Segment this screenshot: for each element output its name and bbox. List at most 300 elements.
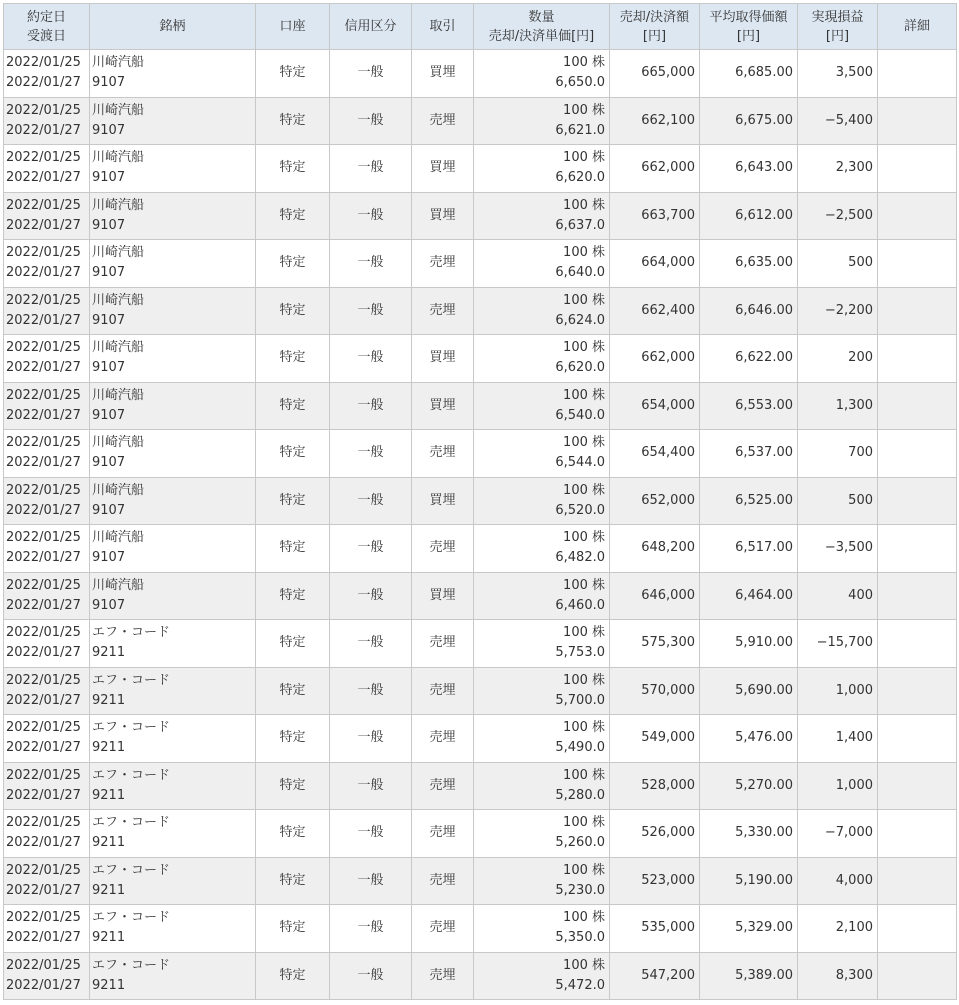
settle-date: 2022/01/27 bbox=[6, 407, 81, 423]
stock-name: 川崎汽船 bbox=[92, 530, 145, 546]
unit-price: 6,650.0 bbox=[555, 75, 605, 91]
account-cell: 特定 bbox=[256, 525, 330, 573]
detail-cell[interactable] bbox=[878, 97, 957, 145]
account-cell: 特定 bbox=[256, 715, 330, 763]
trade-type-cell: 買埋 bbox=[412, 572, 474, 620]
margin-type-cell: 一般 bbox=[330, 382, 412, 430]
date-cell bbox=[4, 620, 90, 668]
settle-date: 2022/01/27 bbox=[6, 645, 81, 661]
unit-price: 5,230.0 bbox=[555, 882, 605, 898]
date-cell bbox=[4, 192, 90, 240]
settle-date: 2022/01/27 bbox=[6, 502, 81, 518]
quantity-cell bbox=[474, 240, 610, 288]
stock-cell bbox=[90, 477, 256, 525]
margin-type-cell: 一般 bbox=[330, 525, 412, 573]
date-cell bbox=[4, 145, 90, 193]
avg-cost-cell: 6,646.00 bbox=[700, 287, 798, 335]
header-amount-unit: [円] bbox=[642, 28, 667, 44]
stock-code: 9211 bbox=[92, 835, 126, 851]
stock-name: 川崎汽船 bbox=[92, 292, 145, 308]
realized-pl-cell: 1,000 bbox=[798, 762, 878, 810]
realized-pl-cell: 8,300 bbox=[798, 952, 878, 1000]
margin-type-cell: 一般 bbox=[330, 572, 412, 620]
margin-type-cell: 一般 bbox=[330, 667, 412, 715]
quantity-cell bbox=[474, 620, 610, 668]
header-quantity bbox=[474, 4, 610, 50]
amount-cell: 662,000 bbox=[610, 335, 700, 383]
margin-type-cell: 一般 bbox=[330, 905, 412, 953]
detail-cell[interactable] bbox=[878, 525, 957, 573]
settle-date: 2022/01/27 bbox=[6, 692, 81, 708]
quantity-cell bbox=[474, 667, 610, 715]
quantity: 100 株 bbox=[563, 197, 605, 213]
stock-cell bbox=[90, 667, 256, 715]
table-row bbox=[4, 762, 957, 810]
trade-date: 2022/01/25 bbox=[6, 862, 81, 878]
detail-cell[interactable] bbox=[878, 762, 957, 810]
trade-date: 2022/01/25 bbox=[6, 102, 81, 118]
detail-cell[interactable] bbox=[878, 572, 957, 620]
table-row bbox=[4, 382, 957, 430]
detail-cell[interactable] bbox=[878, 240, 957, 288]
stock-name: 川崎汽船 bbox=[92, 197, 145, 213]
quantity-cell bbox=[474, 857, 610, 905]
settle-date: 2022/01/27 bbox=[6, 455, 81, 471]
margin-type-cell: 一般 bbox=[330, 952, 412, 1000]
detail-cell[interactable] bbox=[878, 715, 957, 763]
quantity: 100 株 bbox=[563, 767, 605, 783]
amount-cell: 528,000 bbox=[610, 762, 700, 810]
trade-date: 2022/01/25 bbox=[6, 482, 81, 498]
unit-price: 6,482.0 bbox=[555, 550, 605, 566]
trade-type-cell: 売埋 bbox=[412, 287, 474, 335]
header-settle-date: 受渡日 bbox=[26, 28, 66, 44]
account-cell: 特定 bbox=[256, 382, 330, 430]
avg-cost-cell: 5,690.00 bbox=[700, 667, 798, 715]
avg-cost-cell: 6,537.00 bbox=[700, 430, 798, 478]
trade-date: 2022/01/25 bbox=[6, 815, 81, 831]
header-realized-pl-label: 実現損益 bbox=[811, 9, 864, 25]
date-cell bbox=[4, 240, 90, 288]
stock-code: 9211 bbox=[92, 930, 126, 946]
realized-pl-cell: −7,000 bbox=[798, 810, 878, 858]
table-row bbox=[4, 145, 957, 193]
date-cell bbox=[4, 287, 90, 335]
quantity-cell bbox=[474, 192, 610, 240]
header-quantity-label: 数量 bbox=[528, 9, 555, 25]
trade-date: 2022/01/25 bbox=[6, 292, 81, 308]
account-cell: 特定 bbox=[256, 335, 330, 383]
header-price-label: 売却/決済単価[円] bbox=[488, 28, 595, 44]
trade-type-cell: 売埋 bbox=[412, 715, 474, 763]
trade-type-cell: 売埋 bbox=[412, 810, 474, 858]
header-avg-cost bbox=[700, 4, 798, 50]
stock-cell bbox=[90, 620, 256, 668]
stock-code: 9211 bbox=[92, 882, 126, 898]
header-margin-type: 信用区分 bbox=[330, 4, 412, 50]
realized-pl-cell: 1,000 bbox=[798, 667, 878, 715]
stock-name: 川崎汽船 bbox=[92, 150, 145, 166]
detail-cell[interactable] bbox=[878, 667, 957, 715]
realized-pl-cell: 400 bbox=[798, 572, 878, 620]
account-cell: 特定 bbox=[256, 952, 330, 1000]
trade-type-cell: 買埋 bbox=[412, 382, 474, 430]
margin-type-cell: 一般 bbox=[330, 192, 412, 240]
unit-price: 5,753.0 bbox=[555, 645, 605, 661]
stock-name: エフ・コード bbox=[92, 910, 171, 926]
quantity: 100 株 bbox=[563, 530, 605, 546]
avg-cost-cell: 5,330.00 bbox=[700, 810, 798, 858]
quantity-cell bbox=[474, 97, 610, 145]
quantity: 100 株 bbox=[563, 340, 605, 356]
quantity: 100 株 bbox=[563, 672, 605, 688]
avg-cost-cell: 5,270.00 bbox=[700, 762, 798, 810]
trade-type-cell: 買埋 bbox=[412, 192, 474, 240]
unit-price: 6,540.0 bbox=[555, 407, 605, 423]
quantity-cell bbox=[474, 810, 610, 858]
avg-cost-cell: 6,635.00 bbox=[700, 240, 798, 288]
settle-date: 2022/01/27 bbox=[6, 122, 81, 138]
margin-type-cell: 一般 bbox=[330, 97, 412, 145]
stock-name: エフ・コード bbox=[92, 672, 171, 688]
detail-cell[interactable] bbox=[878, 620, 957, 668]
quantity-cell bbox=[474, 477, 610, 525]
table-row bbox=[4, 97, 957, 145]
avg-cost-cell: 5,476.00 bbox=[700, 715, 798, 763]
account-cell: 特定 bbox=[256, 192, 330, 240]
avg-cost-cell: 6,612.00 bbox=[700, 192, 798, 240]
trade-history-table-wrapper bbox=[3, 3, 957, 1000]
settle-date: 2022/01/27 bbox=[6, 170, 81, 186]
trade-type-cell: 買埋 bbox=[412, 50, 474, 98]
header-avg-cost-unit: [円] bbox=[736, 28, 761, 44]
settle-date: 2022/01/27 bbox=[6, 75, 81, 91]
settle-date: 2022/01/27 bbox=[6, 882, 81, 898]
avg-cost-cell: 6,685.00 bbox=[700, 50, 798, 98]
trade-date: 2022/01/25 bbox=[6, 530, 81, 546]
stock-cell bbox=[90, 145, 256, 193]
trade-type-cell: 売埋 bbox=[412, 97, 474, 145]
unit-price: 6,460.0 bbox=[555, 597, 605, 613]
table-body bbox=[4, 50, 957, 1000]
avg-cost-cell: 6,517.00 bbox=[700, 525, 798, 573]
quantity-cell bbox=[474, 525, 610, 573]
quantity: 100 株 bbox=[563, 957, 605, 973]
header-stock: 銘柄 bbox=[90, 4, 256, 50]
stock-cell bbox=[90, 50, 256, 98]
account-cell: 特定 bbox=[256, 620, 330, 668]
realized-pl-cell: 1,300 bbox=[798, 382, 878, 430]
quantity: 100 株 bbox=[563, 435, 605, 451]
stock-code: 9107 bbox=[92, 550, 126, 566]
settle-date: 2022/01/27 bbox=[6, 217, 81, 233]
account-cell: 特定 bbox=[256, 97, 330, 145]
trade-history-table bbox=[3, 3, 957, 1000]
detail-cell[interactable] bbox=[878, 50, 957, 98]
realized-pl-cell: 500 bbox=[798, 477, 878, 525]
date-cell bbox=[4, 335, 90, 383]
header-trade: 取引 bbox=[412, 4, 474, 50]
avg-cost-cell: 6,553.00 bbox=[700, 382, 798, 430]
account-cell: 特定 bbox=[256, 477, 330, 525]
unit-price: 6,620.0 bbox=[555, 170, 605, 186]
amount-cell: 663,700 bbox=[610, 192, 700, 240]
table-row bbox=[4, 525, 957, 573]
account-cell: 特定 bbox=[256, 145, 330, 193]
amount-cell: 549,000 bbox=[610, 715, 700, 763]
stock-cell bbox=[90, 192, 256, 240]
stock-code: 9107 bbox=[92, 502, 126, 518]
stock-code: 9107 bbox=[92, 407, 126, 423]
trade-type-cell: 売埋 bbox=[412, 525, 474, 573]
settle-date: 2022/01/27 bbox=[6, 597, 81, 613]
table-row bbox=[4, 192, 957, 240]
quantity-cell bbox=[474, 715, 610, 763]
detail-cell[interactable] bbox=[878, 905, 957, 953]
amount-cell: 575,300 bbox=[610, 620, 700, 668]
stock-name: 川崎汽船 bbox=[92, 577, 145, 593]
trade-type-cell: 売埋 bbox=[412, 620, 474, 668]
trade-date: 2022/01/25 bbox=[6, 957, 81, 973]
stock-code: 9211 bbox=[92, 692, 126, 708]
trade-date: 2022/01/25 bbox=[6, 245, 81, 261]
detail-cell[interactable] bbox=[878, 477, 957, 525]
trade-type-cell: 売埋 bbox=[412, 240, 474, 288]
stock-cell bbox=[90, 572, 256, 620]
table-row bbox=[4, 667, 957, 715]
stock-cell bbox=[90, 287, 256, 335]
amount-cell: 526,000 bbox=[610, 810, 700, 858]
stock-cell bbox=[90, 97, 256, 145]
stock-code: 9107 bbox=[92, 217, 126, 233]
stock-name: エフ・コード bbox=[92, 720, 171, 736]
table-row bbox=[4, 857, 957, 905]
account-cell: 特定 bbox=[256, 905, 330, 953]
detail-cell[interactable] bbox=[878, 382, 957, 430]
stock-code: 9107 bbox=[92, 122, 126, 138]
margin-type-cell: 一般 bbox=[330, 335, 412, 383]
detail-cell[interactable] bbox=[878, 810, 957, 858]
quantity-cell bbox=[474, 145, 610, 193]
stock-cell bbox=[90, 905, 256, 953]
quantity: 100 株 bbox=[563, 55, 605, 71]
margin-type-cell: 一般 bbox=[330, 715, 412, 763]
table-row bbox=[4, 572, 957, 620]
quantity: 100 株 bbox=[563, 720, 605, 736]
realized-pl-cell: 4,000 bbox=[798, 857, 878, 905]
account-cell: 特定 bbox=[256, 430, 330, 478]
avg-cost-cell: 6,622.00 bbox=[700, 335, 798, 383]
account-cell: 特定 bbox=[256, 857, 330, 905]
date-cell bbox=[4, 50, 90, 98]
margin-type-cell: 一般 bbox=[330, 810, 412, 858]
realized-pl-cell: 3,500 bbox=[798, 50, 878, 98]
amount-cell: 652,000 bbox=[610, 477, 700, 525]
stock-cell bbox=[90, 525, 256, 573]
unit-price: 5,260.0 bbox=[555, 835, 605, 851]
settle-date: 2022/01/27 bbox=[6, 265, 81, 281]
quantity: 100 株 bbox=[563, 292, 605, 308]
account-cell: 特定 bbox=[256, 762, 330, 810]
detail-cell[interactable] bbox=[878, 335, 957, 383]
stock-cell bbox=[90, 240, 256, 288]
date-cell bbox=[4, 572, 90, 620]
stock-code: 9107 bbox=[92, 170, 126, 186]
quantity: 100 株 bbox=[563, 482, 605, 498]
quantity: 100 株 bbox=[563, 910, 605, 926]
trade-date: 2022/01/25 bbox=[6, 625, 81, 641]
stock-code: 9211 bbox=[92, 787, 126, 803]
realized-pl-cell: 500 bbox=[798, 240, 878, 288]
header-date bbox=[4, 4, 90, 50]
quantity: 100 株 bbox=[563, 102, 605, 118]
table-row bbox=[4, 240, 957, 288]
date-cell bbox=[4, 762, 90, 810]
quantity-cell bbox=[474, 905, 610, 953]
trade-date: 2022/01/25 bbox=[6, 340, 81, 356]
quantity-cell bbox=[474, 287, 610, 335]
margin-type-cell: 一般 bbox=[330, 240, 412, 288]
amount-cell: 570,000 bbox=[610, 667, 700, 715]
stock-code: 9107 bbox=[92, 455, 126, 471]
account-cell: 特定 bbox=[256, 667, 330, 715]
detail-cell[interactable] bbox=[878, 145, 957, 193]
margin-type-cell: 一般 bbox=[330, 477, 412, 525]
stock-cell bbox=[90, 382, 256, 430]
amount-cell: 662,000 bbox=[610, 145, 700, 193]
trade-type-cell: 買埋 bbox=[412, 145, 474, 193]
quantity: 100 株 bbox=[563, 245, 605, 261]
stock-cell bbox=[90, 952, 256, 1000]
stock-code: 9211 bbox=[92, 645, 126, 661]
realized-pl-cell: −2,500 bbox=[798, 192, 878, 240]
detail-cell[interactable] bbox=[878, 952, 957, 1000]
table-row bbox=[4, 287, 957, 335]
margin-type-cell: 一般 bbox=[330, 430, 412, 478]
realized-pl-cell: 2,100 bbox=[798, 905, 878, 953]
header-account: 口座 bbox=[256, 4, 330, 50]
stock-name: エフ・コード bbox=[92, 862, 171, 878]
stock-code: 9107 bbox=[92, 312, 126, 328]
avg-cost-cell: 5,329.00 bbox=[700, 905, 798, 953]
unit-price: 5,472.0 bbox=[555, 977, 605, 993]
table-row bbox=[4, 952, 957, 1000]
quantity: 100 株 bbox=[563, 625, 605, 641]
quantity-cell bbox=[474, 952, 610, 1000]
account-cell: 特定 bbox=[256, 287, 330, 335]
trade-type-cell: 売埋 bbox=[412, 905, 474, 953]
amount-cell: 662,100 bbox=[610, 97, 700, 145]
stock-code: 9107 bbox=[92, 360, 126, 376]
header-detail: 詳細 bbox=[878, 4, 957, 50]
amount-cell: 646,000 bbox=[610, 572, 700, 620]
unit-price: 6,520.0 bbox=[555, 502, 605, 518]
stock-name: 川崎汽船 bbox=[92, 102, 145, 118]
detail-cell[interactable] bbox=[878, 287, 957, 335]
stock-name: 川崎汽船 bbox=[92, 245, 145, 261]
settle-date: 2022/01/27 bbox=[6, 360, 81, 376]
trade-type-cell: 売埋 bbox=[412, 952, 474, 1000]
stock-code: 9107 bbox=[92, 75, 126, 91]
unit-price: 6,620.0 bbox=[555, 360, 605, 376]
quantity-cell bbox=[474, 430, 610, 478]
amount-cell: 665,000 bbox=[610, 50, 700, 98]
unit-price: 6,624.0 bbox=[555, 312, 605, 328]
unit-price: 6,640.0 bbox=[555, 265, 605, 281]
settle-date: 2022/01/27 bbox=[6, 977, 81, 993]
settle-date: 2022/01/27 bbox=[6, 312, 81, 328]
settle-date: 2022/01/27 bbox=[6, 550, 81, 566]
header-amount-label: 売却/決済額 bbox=[619, 9, 690, 25]
avg-cost-cell: 6,675.00 bbox=[700, 97, 798, 145]
quantity-cell bbox=[474, 335, 610, 383]
stock-name: エフ・コード bbox=[92, 815, 171, 831]
stock-cell bbox=[90, 762, 256, 810]
settle-date: 2022/01/27 bbox=[6, 787, 81, 803]
realized-pl-cell: −3,500 bbox=[798, 525, 878, 573]
margin-type-cell: 一般 bbox=[330, 287, 412, 335]
table-row bbox=[4, 335, 957, 383]
quantity: 100 株 bbox=[563, 815, 605, 831]
table-row bbox=[4, 477, 957, 525]
header-realized-pl-unit: [円] bbox=[825, 28, 850, 44]
realized-pl-cell: −5,400 bbox=[798, 97, 878, 145]
stock-name: エフ・コード bbox=[92, 957, 171, 973]
date-cell bbox=[4, 952, 90, 1000]
realized-pl-cell: −2,200 bbox=[798, 287, 878, 335]
table-row bbox=[4, 430, 957, 478]
table-header-row bbox=[4, 4, 957, 50]
header-realized-pl bbox=[798, 4, 878, 50]
date-cell bbox=[4, 857, 90, 905]
trade-type-cell: 売埋 bbox=[412, 857, 474, 905]
realized-pl-cell: 200 bbox=[798, 335, 878, 383]
trade-date: 2022/01/25 bbox=[6, 197, 81, 213]
realized-pl-cell: 700 bbox=[798, 430, 878, 478]
stock-code: 9107 bbox=[92, 597, 126, 613]
amount-cell: 654,400 bbox=[610, 430, 700, 478]
date-cell bbox=[4, 430, 90, 478]
date-cell bbox=[4, 97, 90, 145]
table-row bbox=[4, 50, 957, 98]
trade-type-cell: 買埋 bbox=[412, 477, 474, 525]
date-cell bbox=[4, 525, 90, 573]
unit-price: 6,621.0 bbox=[555, 122, 605, 138]
avg-cost-cell: 5,389.00 bbox=[700, 952, 798, 1000]
unit-price: 5,350.0 bbox=[555, 930, 605, 946]
detail-cell[interactable] bbox=[878, 192, 957, 240]
unit-price: 5,490.0 bbox=[555, 740, 605, 756]
amount-cell: 523,000 bbox=[610, 857, 700, 905]
detail-cell[interactable] bbox=[878, 430, 957, 478]
detail-cell[interactable] bbox=[878, 857, 957, 905]
trade-type-cell: 売埋 bbox=[412, 667, 474, 715]
date-cell bbox=[4, 477, 90, 525]
trade-date: 2022/01/25 bbox=[6, 435, 81, 451]
margin-type-cell: 一般 bbox=[330, 145, 412, 193]
avg-cost-cell: 6,464.00 bbox=[700, 572, 798, 620]
quantity-cell bbox=[474, 572, 610, 620]
stock-cell bbox=[90, 715, 256, 763]
date-cell bbox=[4, 382, 90, 430]
margin-type-cell: 一般 bbox=[330, 620, 412, 668]
quantity-cell bbox=[474, 50, 610, 98]
settle-date: 2022/01/27 bbox=[6, 835, 81, 851]
date-cell bbox=[4, 715, 90, 763]
unit-price: 5,700.0 bbox=[555, 692, 605, 708]
trade-date: 2022/01/25 bbox=[6, 577, 81, 593]
avg-cost-cell: 5,190.00 bbox=[700, 857, 798, 905]
